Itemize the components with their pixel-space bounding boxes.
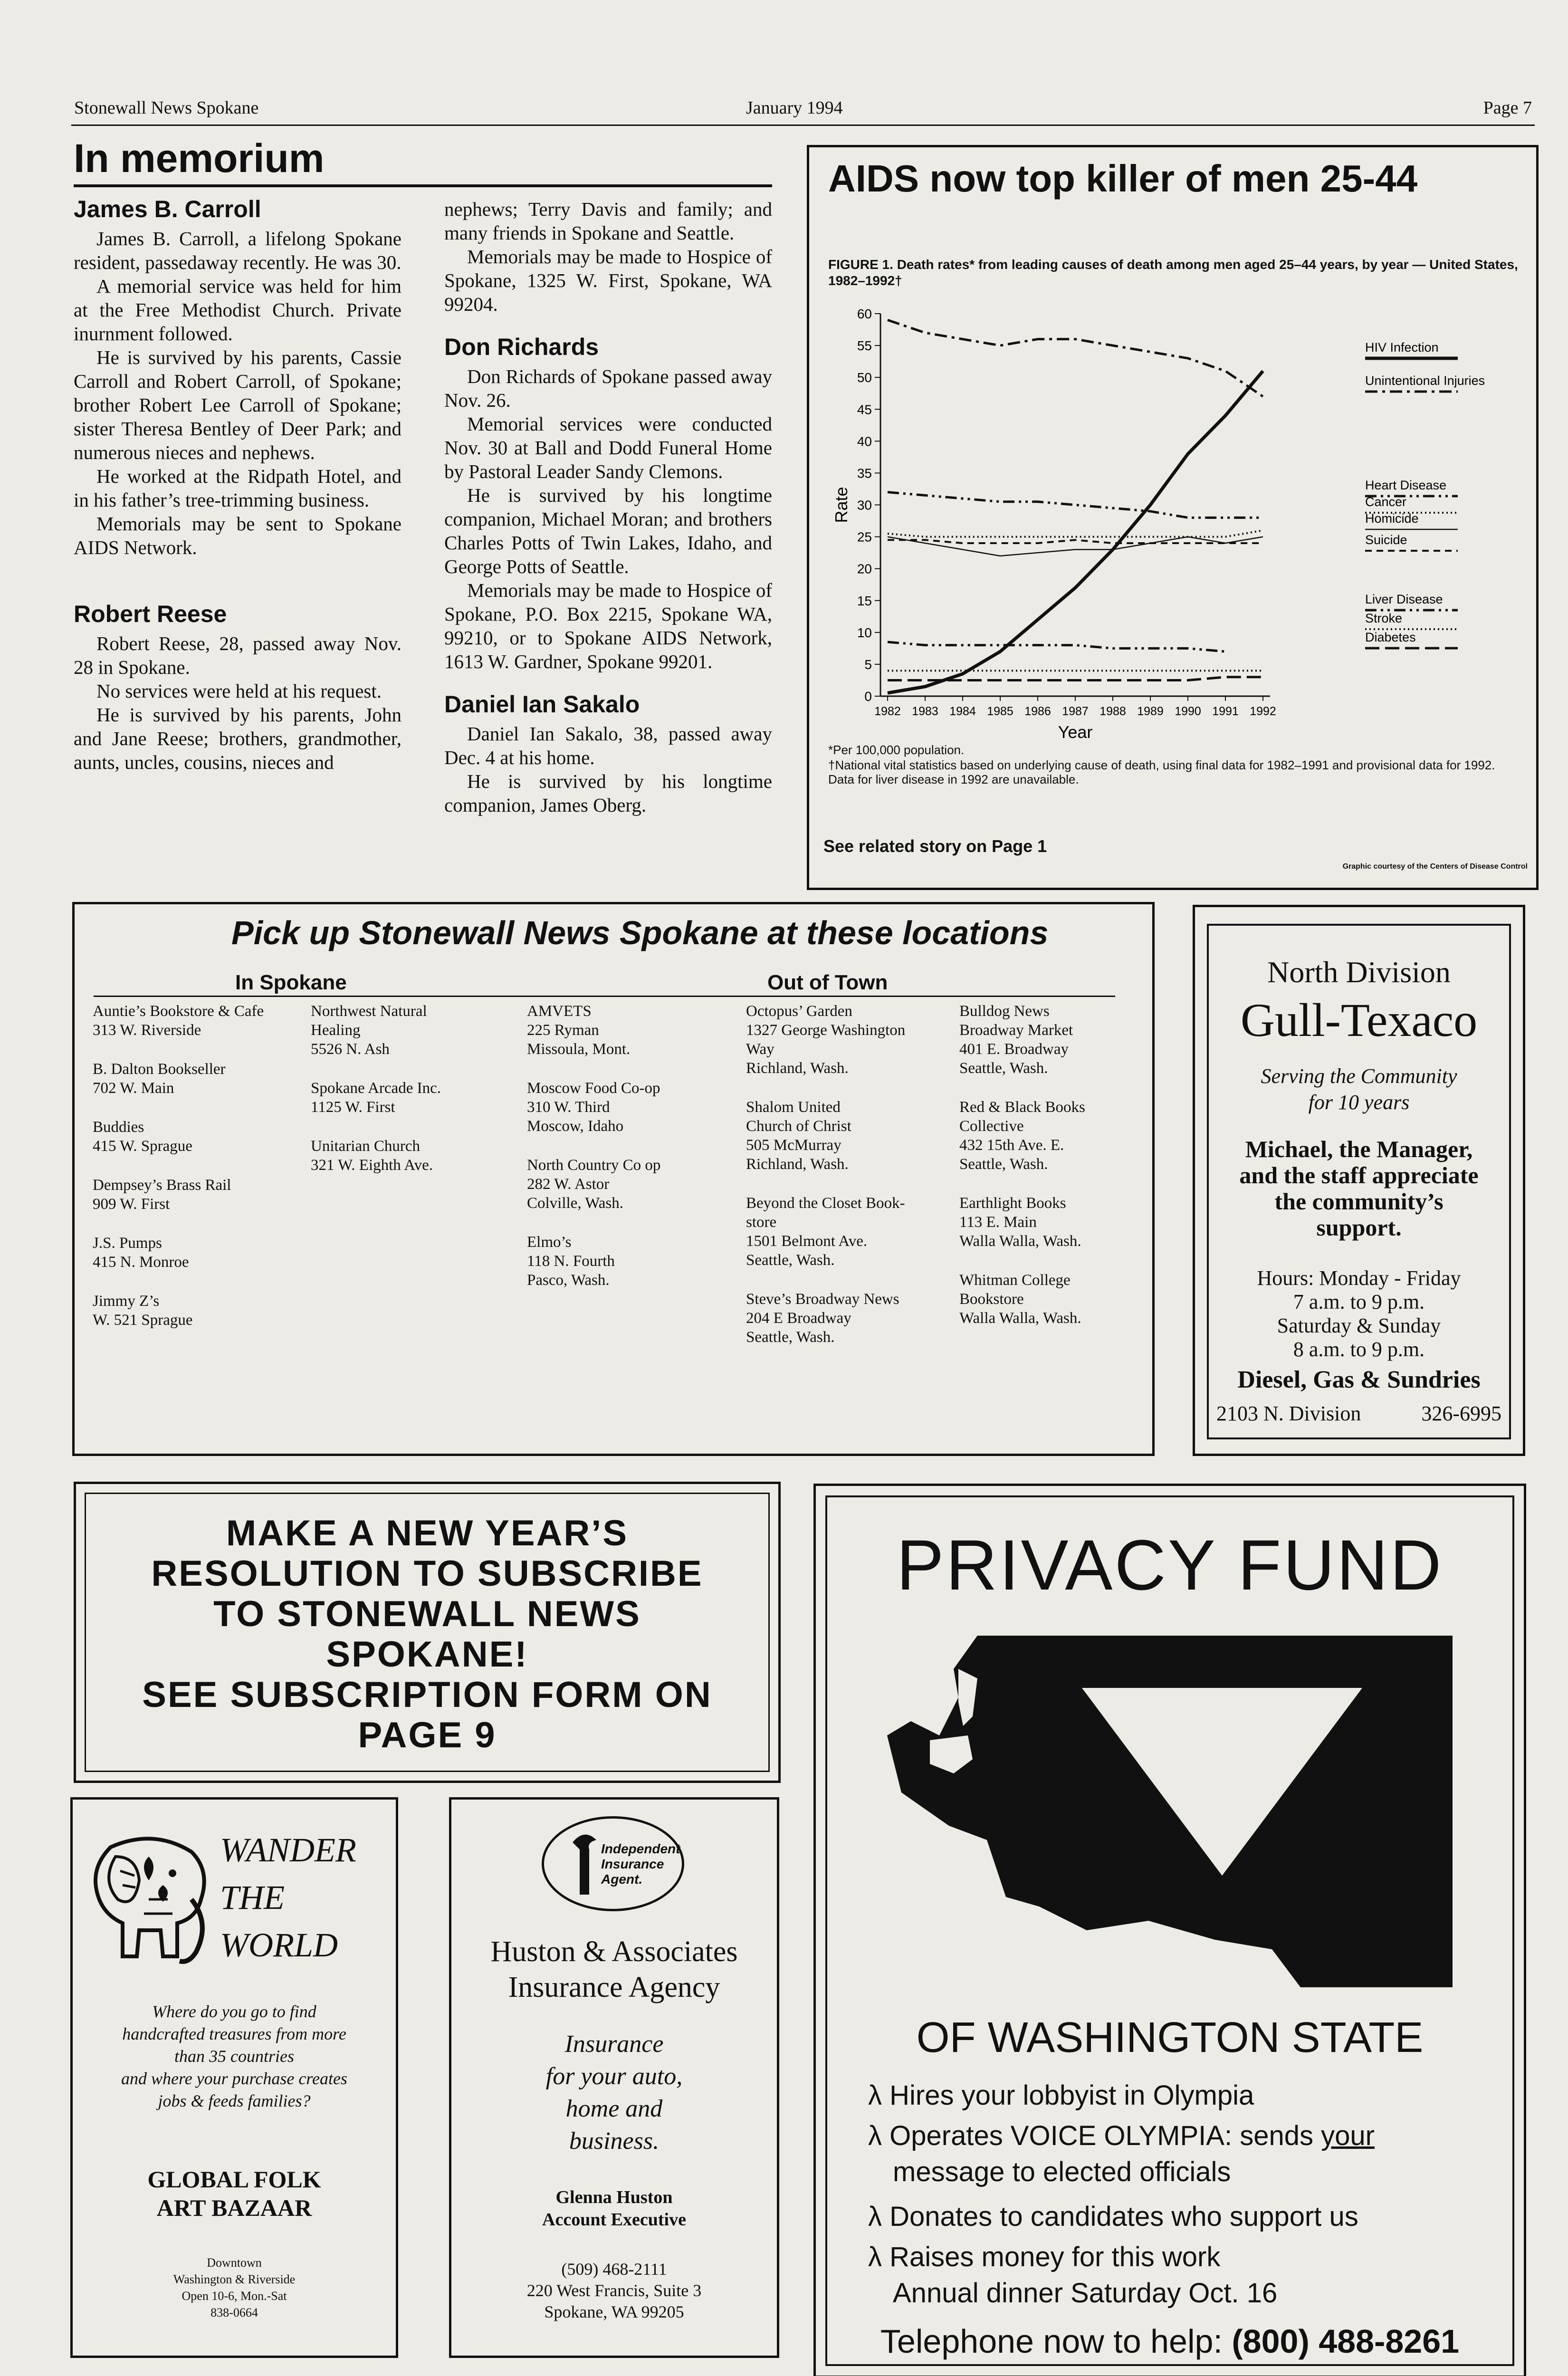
location-address-line: 282 W. Astor — [527, 1176, 610, 1193]
location-address-line: 118 N. Fourth — [527, 1253, 615, 1270]
pickup-location — [93, 1060, 297, 1098]
x-tick-label: 1986 — [1024, 705, 1051, 718]
bullet-text: Raises money for this work — [889, 2242, 1221, 2272]
bullet-underlined-word: your — [1321, 2120, 1375, 2151]
lambda-icon: λ — [868, 2120, 882, 2151]
wander-question-2: handcrafted treasures from more — [122, 2024, 346, 2043]
wander-word-2: THE — [220, 1878, 285, 1916]
location-address-line: Bookstore — [959, 1291, 1024, 1308]
legend-label: Unintentional Injuries — [1365, 374, 1485, 388]
related-story-link[interactable]: See related story on Page 1 — [823, 836, 1047, 856]
gull-hours-3: Saturday & Sunday — [1277, 1314, 1441, 1337]
bazaar-detail-1: Downtown — [207, 2256, 262, 2270]
series-line — [888, 642, 1225, 651]
obituary-paragraph: Robert Reese, 28, passed away Nov. 28 in Spokane. — [74, 632, 402, 678]
privacy-title: PRIVACY FUND — [896, 1525, 1444, 1605]
subscribe-resolution-ad — [74, 1482, 781, 1783]
location-name: B. Dalton Bookseller — [93, 1061, 226, 1078]
location-address-line: Moscow, Idaho — [527, 1118, 624, 1135]
location-address-line: 1125 W. First — [311, 1099, 395, 1116]
location-address-line: 1501 Belmont Ave. — [746, 1233, 868, 1250]
gull-texaco-ad — [1193, 905, 1525, 1456]
header-date: January 1994 — [746, 98, 843, 118]
privacy-bullet-1 — [868, 2078, 1254, 2114]
wander-question-3: than 35 countries — [174, 2047, 294, 2066]
location-address-line: Pasco, Wash. — [527, 1272, 610, 1289]
privacy-bullet-3 — [868, 2199, 1358, 2235]
location-name: Earthlight Books — [959, 1195, 1066, 1212]
bazaar-detail-2: Washington & Riverside — [173, 2272, 296, 2286]
wander-question-5: jobs & feeds families? — [158, 2091, 311, 2110]
y-tick-label: 50 — [857, 370, 872, 385]
series-line — [888, 492, 1263, 518]
y-tick-label: 25 — [857, 529, 872, 545]
bullet-text: Hires your lobbyist in Olympia — [889, 2080, 1254, 2111]
figure-caption: FIGURE 1. Death rates* from leading causes of death among men aged 25–44 years, by year — United States, 1982–1992† — [828, 257, 1518, 288]
location-name: Shalom United — [746, 1099, 841, 1116]
agency-name-2: Insurance Agency — [508, 1971, 720, 2003]
y-tick-label: 45 — [857, 402, 872, 417]
agency-name-1: Huston & Associates — [490, 1935, 738, 1968]
resolution-line-3: TO STONEWALL NEWS — [213, 1594, 641, 1634]
location-address-line: 113 E. Main — [959, 1214, 1037, 1231]
x-tick-label: 1982 — [874, 705, 901, 718]
location-name: Whitman College — [959, 1272, 1071, 1289]
pickup-location — [527, 1079, 731, 1136]
location-name: AMVETS — [527, 1003, 592, 1020]
location-name: North Country Co op — [527, 1157, 661, 1174]
location-name: Steve’s Broadway News — [746, 1291, 899, 1308]
location-address-line: Missoula, Mont. — [527, 1041, 631, 1058]
location-address-line: 225 Ryman — [527, 1022, 599, 1039]
resolution-line-2: RESOLUTION TO SUBSCRIBE — [151, 1553, 703, 1594]
obituary-paragraph: He worked at the Ridpath Hotel, and in his father’s tree-trimming business. — [74, 465, 402, 511]
bullet-text: Donates to candidates who support us — [889, 2201, 1358, 2232]
location-name: J.S. Pumps — [93, 1235, 162, 1252]
gull-tagline-1: Serving the Community — [1261, 1064, 1457, 1088]
obituary-paragraph: He is survived by his parents, John and Jane Reese; brothers, grandmother, aunts, uncles, cousins, nieces and — [74, 704, 402, 773]
location-address-line: W. 521 Sprague — [93, 1312, 193, 1329]
location-address-line: 415 N. Monroe — [93, 1254, 189, 1271]
y-tick-label: 35 — [857, 466, 872, 481]
wander-word-3: WORLD — [220, 1926, 338, 1964]
obituary-paragraph: A memorial service was held for him at the Free Methodist Church. Private inurnment followed. — [74, 275, 402, 345]
bullet-text: Operates VOICE OLYMPIA: sends — [889, 2120, 1321, 2151]
pickup-location — [746, 1194, 950, 1270]
location-address-line: Healing — [311, 1022, 361, 1039]
location-name: Moscow Food Co-op — [527, 1080, 660, 1097]
lambda-icon: λ — [868, 2242, 882, 2272]
location-name: Octopus’ Garden — [746, 1003, 852, 1020]
obituary-name-richards: Don Richards — [444, 334, 599, 360]
x-tick-label: 1983 — [912, 705, 938, 718]
agency-pitch-2: for your auto, — [545, 2063, 683, 2090]
resolution-line-4: SPOKANE! — [326, 1634, 528, 1675]
legend-label: Suicide — [1365, 533, 1407, 547]
pickup-column-3 — [527, 1002, 731, 1310]
agency-address-1: 220 West Francis, Suite 3 — [526, 2281, 702, 2300]
logo-text-3: Agent. — [601, 1872, 643, 1887]
location-address-line: Walla Walla, Wash. — [959, 1233, 1081, 1250]
location-name: Auntie’s Bookstore & Cafe — [93, 1003, 264, 1020]
bullet-text: Annual dinner Saturday Oct. 16 — [893, 2278, 1278, 2309]
pickup-column-5 — [959, 1002, 1140, 1348]
pickup-column-1 — [93, 1002, 297, 1350]
location-address-line: 401 E. Broadway — [959, 1041, 1069, 1058]
location-name: Elmo’s — [527, 1234, 572, 1251]
privacy-fund-ad — [813, 1484, 1526, 2376]
gull-address: 2103 N. Division — [1216, 1402, 1361, 1425]
pickup-location — [311, 1137, 515, 1175]
location-name: Buddies — [93, 1119, 144, 1136]
gull-hours-1: Hours: Monday - Friday — [1257, 1266, 1461, 1290]
pickup-location — [527, 1156, 731, 1213]
huston-insurance-ad — [449, 1797, 779, 2358]
y-tick-label: 5 — [864, 657, 872, 672]
logo-text-1: Independent — [601, 1841, 680, 1856]
legend-label: Stroke — [1365, 611, 1403, 625]
location-name: Red & Black Books — [959, 1099, 1085, 1116]
location-name: Jimmy Z’s — [93, 1293, 160, 1310]
agency-pitch-4: business. — [569, 2127, 660, 2155]
gull-phone: 326-6995 — [1421, 1402, 1501, 1425]
x-tick-label: 1991 — [1212, 705, 1239, 718]
obituary-paragraph: Daniel Ian Sakalo, 38, passed away Dec. 4 at his home. — [444, 723, 772, 768]
bazaar-detail-4: 838-0664 — [210, 2306, 258, 2319]
x-axis-title: Year — [1058, 722, 1093, 742]
pickup-column-4 — [746, 1002, 950, 1367]
wander-question-1: Where do you go to find — [152, 2002, 316, 2021]
agency-pitch-1: Insurance — [564, 2031, 664, 2058]
memoriam-column-2 — [444, 197, 772, 817]
pickup-location — [93, 1176, 297, 1214]
y-tick-label: 15 — [857, 593, 872, 608]
x-tick-label: 1992 — [1250, 705, 1276, 718]
gull-message-2: and the staff appreciate — [1239, 1162, 1479, 1188]
location-address-line: Seattle, Wash. — [746, 1329, 835, 1346]
aids-headline: AIDS now top killer of men 25-44 — [828, 157, 1418, 200]
memoriam-section — [74, 135, 777, 881]
location-address-line: 505 McMurray — [746, 1137, 841, 1154]
location-address-line: Seattle, Wash. — [959, 1156, 1048, 1173]
aids-chart-box — [807, 145, 1539, 890]
obituary-paragraph: He is survived by his longtime companion, Michael Moran; and brothers Charles Potts of Twin Lakes, Idaho, and George Potts of Seattle. — [444, 484, 772, 577]
bazaar-name-1: GLOBAL FOLK — [147, 2166, 321, 2193]
pickup-column-2 — [311, 1002, 515, 1195]
privacy-bullet-4 — [868, 2239, 1277, 2311]
obituary-paragraph: Memorials may be made to Hospice of Spokane, P.O. Box 2215, Spokane WA, 99210, or to Spokane AIDS Network, 1613 W. Gardner, Spokane 99201. — [444, 579, 772, 672]
pickup-location — [311, 1079, 515, 1117]
obituary-paragraph: No services were held at his request. — [96, 680, 382, 702]
resolution-line-1: MAKE A NEW YEAR’S — [226, 1513, 629, 1553]
location-address-line: 432 15th Ave. E. — [959, 1137, 1064, 1154]
y-tick-label: 55 — [857, 338, 872, 354]
location-address-line: Church of Christ — [746, 1118, 851, 1135]
pickup-location — [746, 1290, 950, 1347]
memoriam-title: In memorium — [74, 135, 772, 187]
legend-label: Cancer — [1365, 495, 1407, 509]
gull-tagline-2: for 10 years — [1308, 1091, 1410, 1114]
location-address-line: 313 W. Riverside — [93, 1022, 201, 1039]
location-address-line: Seattle, Wash. — [746, 1252, 835, 1269]
location-address-line: 415 W. Sprague — [93, 1138, 192, 1155]
legend-label: HIV Infection — [1365, 340, 1439, 354]
pickup-location — [959, 1194, 1140, 1251]
resolution-line-5: SEE SUBSCRIPTION FORM ON — [142, 1675, 712, 1715]
out-of-town-heading: Out of Town — [767, 971, 888, 994]
series-line — [888, 371, 1263, 693]
location-address-line: Broadway Market — [959, 1022, 1073, 1039]
gull-message-3: the community’s — [1274, 1188, 1444, 1215]
flame-icon — [568, 1828, 601, 1899]
location-address-line: 5526 N. Ash — [311, 1041, 390, 1058]
agency-phone: (509) 468-2111 — [561, 2260, 667, 2279]
header-publication: Stonewall News Spokane — [74, 98, 259, 118]
pickup-location — [959, 1271, 1140, 1328]
location-name: Northwest Natural — [311, 1003, 427, 1020]
global-folk-art-ad — [70, 1797, 398, 2358]
location-name: Spokane Arcade Inc. — [311, 1080, 441, 1097]
obituary-paragraph: Don Richards of Spokane passed away Nov. 26. — [444, 365, 772, 411]
obituary-paragraph: He is survived by his longtime companion, James Oberg. — [444, 770, 772, 816]
location-name: Beyond the Closet Book- — [746, 1195, 905, 1212]
y-tick-label: 30 — [857, 498, 872, 513]
legend-label: Diabetes — [1365, 630, 1416, 644]
privacy-phone-line — [816, 2322, 1524, 2360]
wander-word-1: WANDER — [220, 1831, 356, 1869]
agency-pitch-3: home and — [565, 2095, 663, 2122]
legend-label: Liver Disease — [1365, 592, 1443, 606]
series-line — [888, 530, 1263, 537]
header-page-number: Page 7 — [1483, 98, 1532, 118]
pickup-location — [746, 1098, 950, 1174]
x-tick-label: 1987 — [1062, 705, 1089, 718]
obituary-name-reese: Robert Reese — [74, 601, 227, 627]
lambda-icon: λ — [868, 2080, 882, 2111]
pickup-location — [93, 1234, 297, 1272]
y-tick-label: 10 — [857, 625, 872, 640]
agent-name: Glenna Huston — [555, 2187, 673, 2207]
location-name: Unitarian Church — [311, 1138, 421, 1155]
pickup-divider — [94, 996, 1115, 997]
obituary-name-carroll: James B. Carroll — [74, 196, 261, 222]
x-tick-label: 1989 — [1137, 705, 1164, 718]
location-name: Dempsey’s Brass Rail — [93, 1177, 231, 1194]
x-tick-label: 1985 — [987, 705, 1013, 718]
y-tick-label: 20 — [857, 561, 872, 576]
location-address-line: Seattle, Wash. — [959, 1060, 1048, 1077]
obituary-paragraph: nephews; Terry Davis and family; and many friends in Spokane and Seattle. — [444, 198, 772, 244]
pickup-title: Pick up Stonewall News Spokane at these locations — [231, 914, 1049, 951]
location-name: Bulldog News — [959, 1003, 1050, 1020]
location-address-line: Richland, Wash. — [746, 1060, 849, 1077]
agency-address-2: Spokane, WA 99205 — [544, 2302, 684, 2321]
y-tick-label: 0 — [864, 689, 872, 704]
logo-text-2: Insurance — [601, 1857, 664, 1871]
pickup-location — [527, 1233, 731, 1290]
privacy-subtitle: OF WASHINGTON STATE — [916, 2014, 1424, 2061]
page-header — [71, 97, 1535, 126]
pickup-locations-box — [72, 902, 1155, 1456]
obituary-paragraph: Memorial services were conducted Nov. 30 at Ball and Dodd Funeral Home by Pastoral Leader Sandy Clemons. — [444, 413, 772, 482]
privacy-phone-number[interactable]: (800) 488-8261 — [1232, 2323, 1460, 2360]
obituary-paragraph: Memorials may be made to Hospice of Spokane, 1325 W. First, Spokane, WA 99204. — [444, 246, 772, 315]
location-address-line: Collective — [959, 1118, 1024, 1135]
resolution-line-6: PAGE 9 — [358, 1715, 497, 1755]
location-address-line: store — [746, 1214, 777, 1231]
elephant-icon — [82, 1828, 220, 1971]
wander-question-4: and where your purchase creates — [121, 2069, 347, 2088]
in-spokane-heading: In Spokane — [235, 971, 347, 994]
privacy-bullet-2 — [868, 2118, 1486, 2190]
location-address-line: 310 W. Third — [527, 1099, 610, 1116]
pickup-location — [959, 1002, 1140, 1078]
pickup-location — [527, 1002, 731, 1059]
phone-lead-text: Telephone now to help: — [880, 2323, 1232, 2360]
location-address-line: Way — [746, 1041, 774, 1058]
gull-hours-4: 8 a.m. to 9 p.m. — [1293, 1338, 1425, 1361]
location-address-line: Walla Walla, Wash. — [959, 1310, 1081, 1327]
x-tick-label: 1988 — [1100, 705, 1126, 718]
chart-footnote-1: *Per 100,000 population. — [828, 743, 965, 757]
location-address-line: 702 W. Main — [93, 1080, 174, 1097]
location-address-line: 909 W. First — [93, 1196, 170, 1213]
gull-hours-2: 7 a.m. to 9 p.m. — [1293, 1290, 1425, 1313]
obituary-paragraph: Memorials may be sent to Spokane AIDS Network. — [74, 513, 402, 558]
pickup-location — [959, 1098, 1140, 1174]
lambda-icon: λ — [868, 2201, 882, 2232]
pickup-location — [93, 1118, 297, 1156]
series-line — [888, 320, 1263, 396]
y-tick-label: 40 — [857, 434, 872, 449]
pickup-location — [93, 1002, 297, 1040]
legend-label: Heart Disease — [1365, 478, 1447, 492]
obituary-name-sakalo: Daniel Ian Sakalo — [444, 691, 640, 718]
obituary-paragraph: He is survived by his parents, Cassie Carroll and Robert Carroll, of Spokane; brother Robert Lee Carroll of Spokane; sister Theresa Bentley of Deer Park; and numerous nieces and nephews. — [74, 346, 402, 463]
location-address-line: Richland, Wash. — [746, 1156, 849, 1173]
pickup-location — [93, 1292, 297, 1330]
aids-line-chart — [814, 299, 1527, 756]
gull-message-4: support. — [1316, 1214, 1402, 1241]
bazaar-detail-3: Open 10-6, Mon.-Sat — [182, 2289, 287, 2303]
legend-label: Homicide — [1365, 511, 1419, 526]
location-address-line: Colville, Wash. — [527, 1195, 623, 1212]
gull-line1: North Division — [1267, 955, 1451, 989]
location-address-line: 204 E Broadway — [746, 1310, 851, 1327]
pickup-location — [311, 1002, 515, 1059]
memoriam-column-1 — [74, 197, 402, 774]
chart-footnote-2: †National vital statistics based on underlying cause of death, using final data for 1982–1991 and provisional data for 1992. Data for liver disease in 1992 are unavailable. — [828, 758, 1495, 786]
agent-title: Account Executive — [542, 2210, 686, 2230]
gull-diesel: Diesel, Gas & Sundries — [1237, 1366, 1481, 1393]
graphic-credit: Graphic courtesy of the Centers of Disease Control — [1342, 862, 1528, 871]
location-address-line: 1327 George Washington — [746, 1022, 906, 1039]
gull-message-1: Michael, the Manager, — [1245, 1136, 1473, 1162]
x-tick-label: 1990 — [1175, 705, 1201, 718]
washington-state-map-icon — [882, 1617, 1467, 1997]
gull-line2: Gull-Texaco — [1240, 994, 1478, 1046]
bullet-text: message to elected officials — [893, 2156, 1231, 2187]
bazaar-name-2: ART BAZAAR — [156, 2194, 312, 2221]
y-axis-title: Rate — [832, 487, 851, 523]
location-address-line: 321 W. Eighth Ave. — [311, 1157, 433, 1174]
insurance-logo — [542, 1816, 684, 1911]
obituary-paragraph: James B. Carroll, a lifelong Spokane resident, passedaway recently. He was 30. — [74, 228, 402, 273]
x-tick-label: 1984 — [949, 705, 976, 718]
pickup-location — [746, 1002, 950, 1078]
y-tick-label: 60 — [857, 307, 872, 321]
